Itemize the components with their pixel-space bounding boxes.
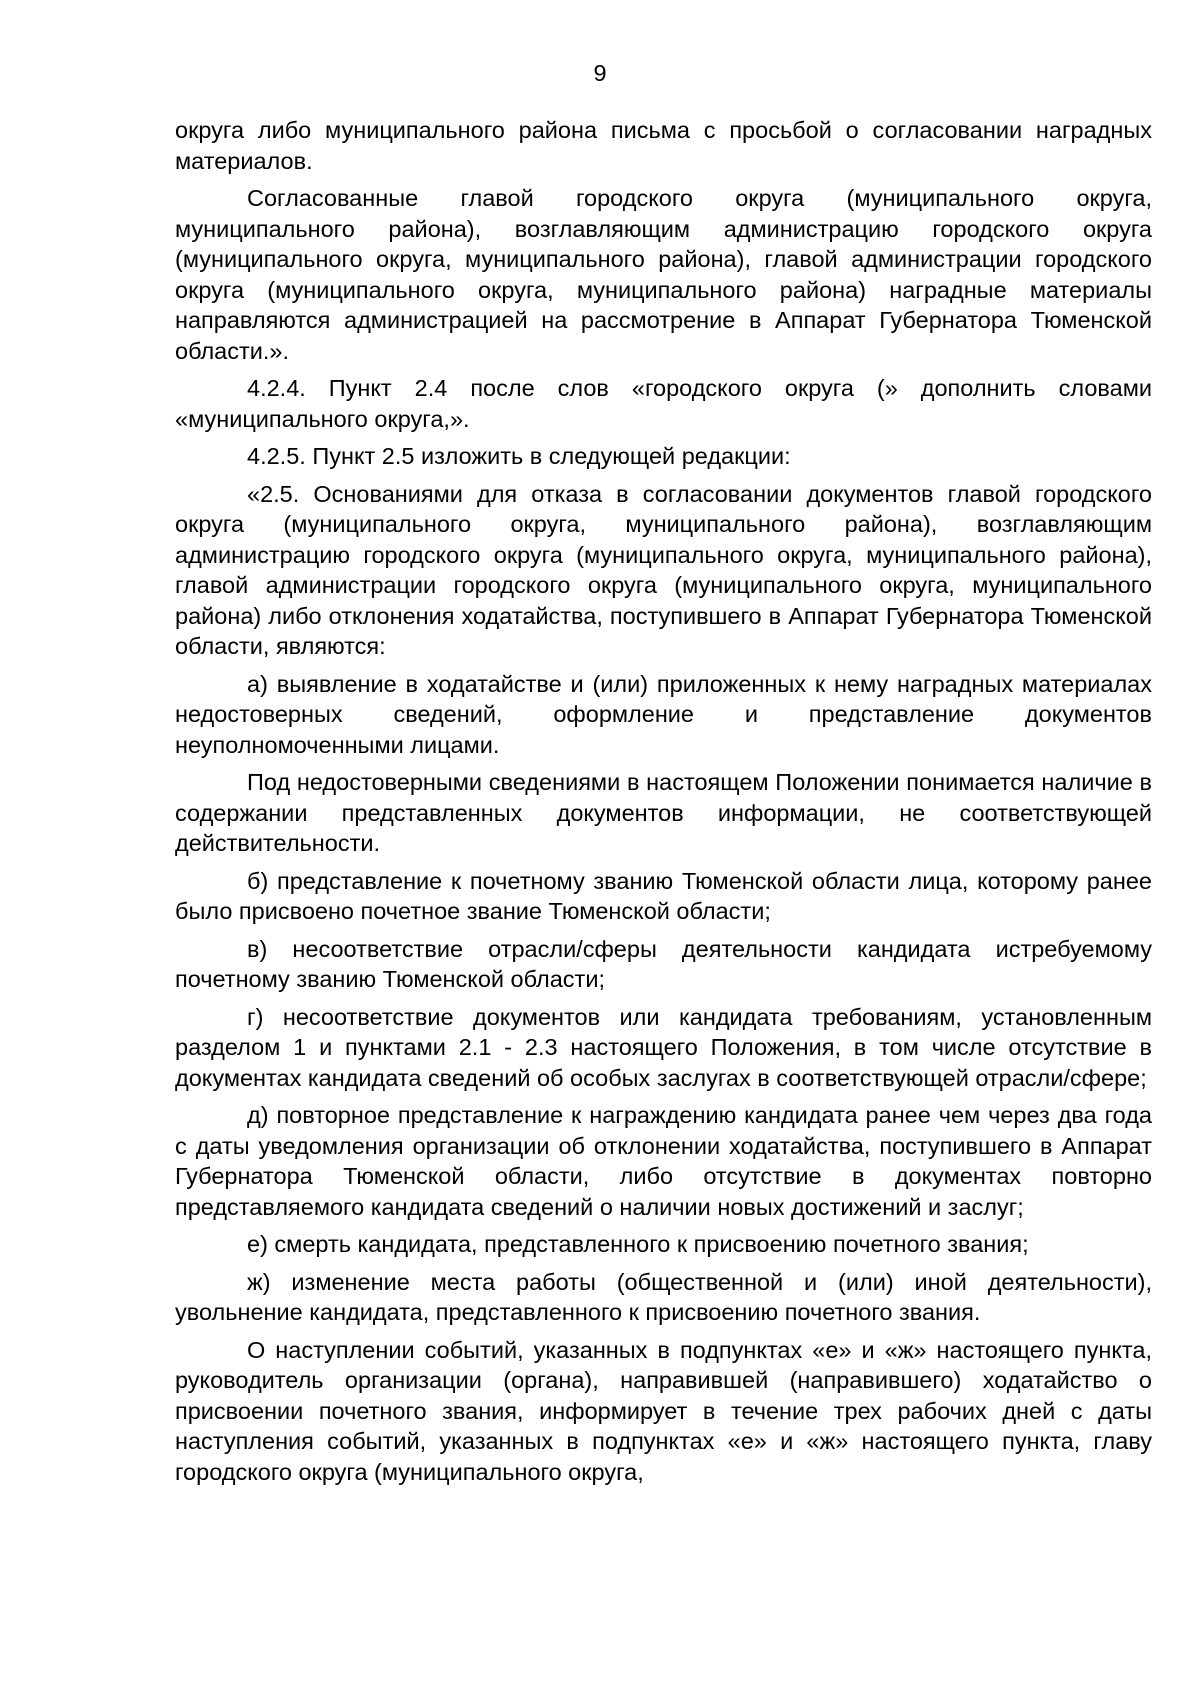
list-item-b: б) представление к почетному званию Тюменской области лица, которому ранее было присвоено почетное звание Тюменской области; bbox=[175, 867, 1152, 924]
paragraph-2-5-grounds: «2.5. Основаниями для отказа в согласовании документов главой городского округа (муниципального округа, муниципального района), возглавляющим администрацию городского округа (муниципального округа, муниципального района), главой администрации городского округа (муниципального округа, муниципального района) либо отклонения ходатайства, поступившего в Аппарат Губернатора Тюменской области, являются: bbox=[175, 480, 1152, 659]
paragraph-notification: О наступлении событий, указанных в подпунктах «е» и «ж» настоящего пункта, руководитель организации (органа), направившей (направившего) ходатайство о присвоении почетного звания, информирует в течение трех рабочих дней с даты наступления событий, указанных в подпунктах «е» и «ж» настоящего пункта, главу городского округа (муниципального округа, bbox=[175, 1336, 1152, 1485]
list-item-d: д) повторное представление к награждению кандидата ранее чем через два года с даты уведомления организации об отклонении ходатайства, поступившего в Аппарат Губернатора Тюменской области, либо отсутствие в документах повторно представляемого кандидата сведений о наличии новых достижений и заслуг; bbox=[175, 1102, 1152, 1220]
list-item-zh: ж) изменение места работы (общественной и (или) иной деятельности), увольнение кандидата, представленного к присвоению почетного звания. bbox=[175, 1268, 1152, 1325]
list-item-a: а) выявление в ходатайстве и (или) приложенных к нему наградных материалах недостоверных сведений, оформление и представление документов неуполномоченными лицами. bbox=[175, 670, 1152, 758]
list-item-v: в) несоответствие отрасли/сферы деятельности кандидата истребуемому почетному званию Тюменской области; bbox=[175, 935, 1152, 992]
paragraph-4-2-4: 4.2.4. Пункт 2.4 после слов «городского округа (» дополнить словами «муниципального округа,». bbox=[175, 375, 1152, 432]
paragraph-agreed-materials: Согласованные главой городского округа (муниципального округа, муниципального района), возглавляющим администрацию городского округа (муниципального округа, муниципального района), главой администрации городского округа (муниципального округа, муниципального района) наградные материалы направляются администрацией на рассмотрение в Аппарат Губернатора Тюменской области.». bbox=[175, 185, 1152, 364]
paragraph-continuation: округа либо муниципального района письма с просьбой о согласовании наградных материалов. bbox=[175, 117, 1152, 174]
list-item-e: е) смерть кандидата, представленного к присвоению почетного звания; bbox=[247, 1231, 1029, 1257]
document-body bbox=[175, 115, 1152, 1494]
paragraph-4-2-5: 4.2.5. Пункт 2.5 изложить в следующей редакции: bbox=[247, 443, 791, 469]
paragraph-definition: Под недостоверными сведениями в настоящем Положении понимается наличие в содержании представленных документов информации, не соответствующей действительности. bbox=[175, 769, 1152, 856]
list-item-g: г) несоответствие документов или кандидата требованиям, установленным разделом 1 и пунктами 2.1 - 2.3 настоящего Положения, в том числе отсутствие в документах кандидата сведений об особых заслугах в соответствующей отрасли/сфере; bbox=[175, 1003, 1152, 1091]
page-number: 9 bbox=[593, 60, 607, 86]
